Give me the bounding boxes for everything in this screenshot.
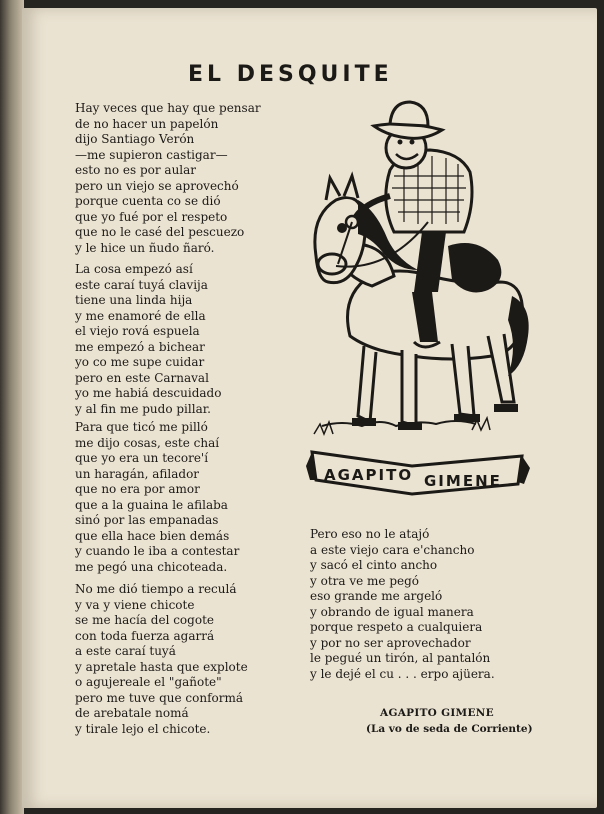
- poem-line: —me supieron castigar—: [75, 147, 228, 162]
- poem-line: o agujereale el "gañote": [75, 675, 222, 689]
- poem-line: yo co me supe cuidar: [75, 355, 205, 369]
- poem-line: con toda fuerza agarrá: [75, 628, 215, 643]
- poem-line: a este viejo cara e'chancho: [310, 542, 475, 557]
- author-tagline: (La vo de seda de Corriente): [366, 723, 533, 735]
- stanza: [310, 527, 495, 682]
- poem-line: y por no ser aprovechador: [310, 635, 471, 650]
- poem-line: yo me habiá descuidado: [75, 386, 222, 400]
- poem-line: y tirale lejo el chicote.: [75, 721, 211, 736]
- poem-line: y cuando le iba a contestar: [75, 544, 240, 558]
- poem-line: porque cuenta co se dió: [75, 194, 221, 208]
- poem-line: me empezó a bichear: [75, 339, 205, 354]
- poem-line: y le dejé el cu . . . erpo ajüera.: [310, 666, 495, 681]
- poem-line: de no hacer un papelón: [75, 116, 219, 131]
- banner-text-right: GIMENE: [424, 472, 502, 490]
- poem-line: que yo era un tecore'í: [75, 451, 209, 465]
- poem-line: que ella hace bien demás: [75, 528, 230, 543]
- poem-line: que yo fué por el respeto: [75, 209, 228, 224]
- poem-line: esto no es por aular: [75, 163, 197, 177]
- poem-line: y me enamoré de ella: [75, 308, 206, 323]
- poem-line: Pero eso no le atajó: [310, 527, 430, 541]
- poem-line: No me dió tiempo a reculá: [75, 582, 237, 596]
- poem-line: tiene una linda hija: [75, 293, 193, 307]
- poem-line: pero un viejo se aprovechó: [75, 178, 239, 193]
- poem-line: y apretale hasta que explote: [75, 659, 248, 674]
- poem-line: La cosa empezó así: [75, 262, 193, 276]
- poem-line: y le hice un ñudo ñaró.: [75, 240, 215, 255]
- poem-line: que no le casé del pescuezo: [75, 225, 245, 239]
- poem-line: se me hacía del cogote: [75, 613, 214, 627]
- poem-line: y va y viene chicote: [75, 597, 195, 612]
- stanza: [75, 582, 248, 737]
- poem-line: pero me tuve que conformá: [75, 690, 244, 705]
- poem-line: Para que ticó me pilló: [75, 420, 208, 434]
- poem-line: que a la guaina le afilaba: [75, 497, 228, 512]
- poem-line: Hay veces que hay que pensar: [75, 101, 261, 115]
- poem-line: dijo Santiago Verón: [75, 132, 195, 146]
- poem-line: sinó por las empanadas: [75, 513, 219, 527]
- poem-line: y sacó el cinto ancho: [310, 558, 438, 572]
- poem-line: y al fin me pudo pillar.: [75, 401, 211, 416]
- poem-line: el viejo rová espuela: [75, 324, 200, 338]
- poem-line: a este caraí tuyá: [75, 644, 176, 658]
- poem-line: que no era por amor: [75, 482, 200, 496]
- poem-line: me dijo cosas, este chaí: [75, 435, 220, 450]
- poem-line: de arebatale nomá: [75, 706, 189, 720]
- poem-line: un haragán, afilador: [75, 466, 200, 481]
- stanza: [75, 262, 221, 417]
- poem-line: eso grande me argeló: [310, 589, 443, 603]
- poem-line: porque respeto a cualquiera: [310, 620, 483, 634]
- poem-line: me pegó una chicoteada.: [75, 559, 228, 574]
- name-banner: [306, 452, 530, 494]
- author-signature: AGAPITO GIMENE: [380, 707, 494, 719]
- stanza: [75, 420, 239, 575]
- poem-line: le pegué un tirón, al pantalón: [310, 651, 491, 665]
- poem-line: pero en este Carnaval: [75, 370, 209, 385]
- poem-title: EL DESQUITE: [188, 62, 393, 87]
- poem-line: y obrando de igual manera: [310, 604, 474, 619]
- poem-line: y otra ve me pegó: [310, 573, 420, 588]
- banner-text-left: AGAPITO: [324, 466, 414, 484]
- poem-line: este caraí tuyá clavija: [75, 277, 208, 292]
- stanza: [75, 101, 261, 256]
- gaucho-on-horse-illustration: [302, 96, 532, 500]
- book-binding: [0, 0, 24, 814]
